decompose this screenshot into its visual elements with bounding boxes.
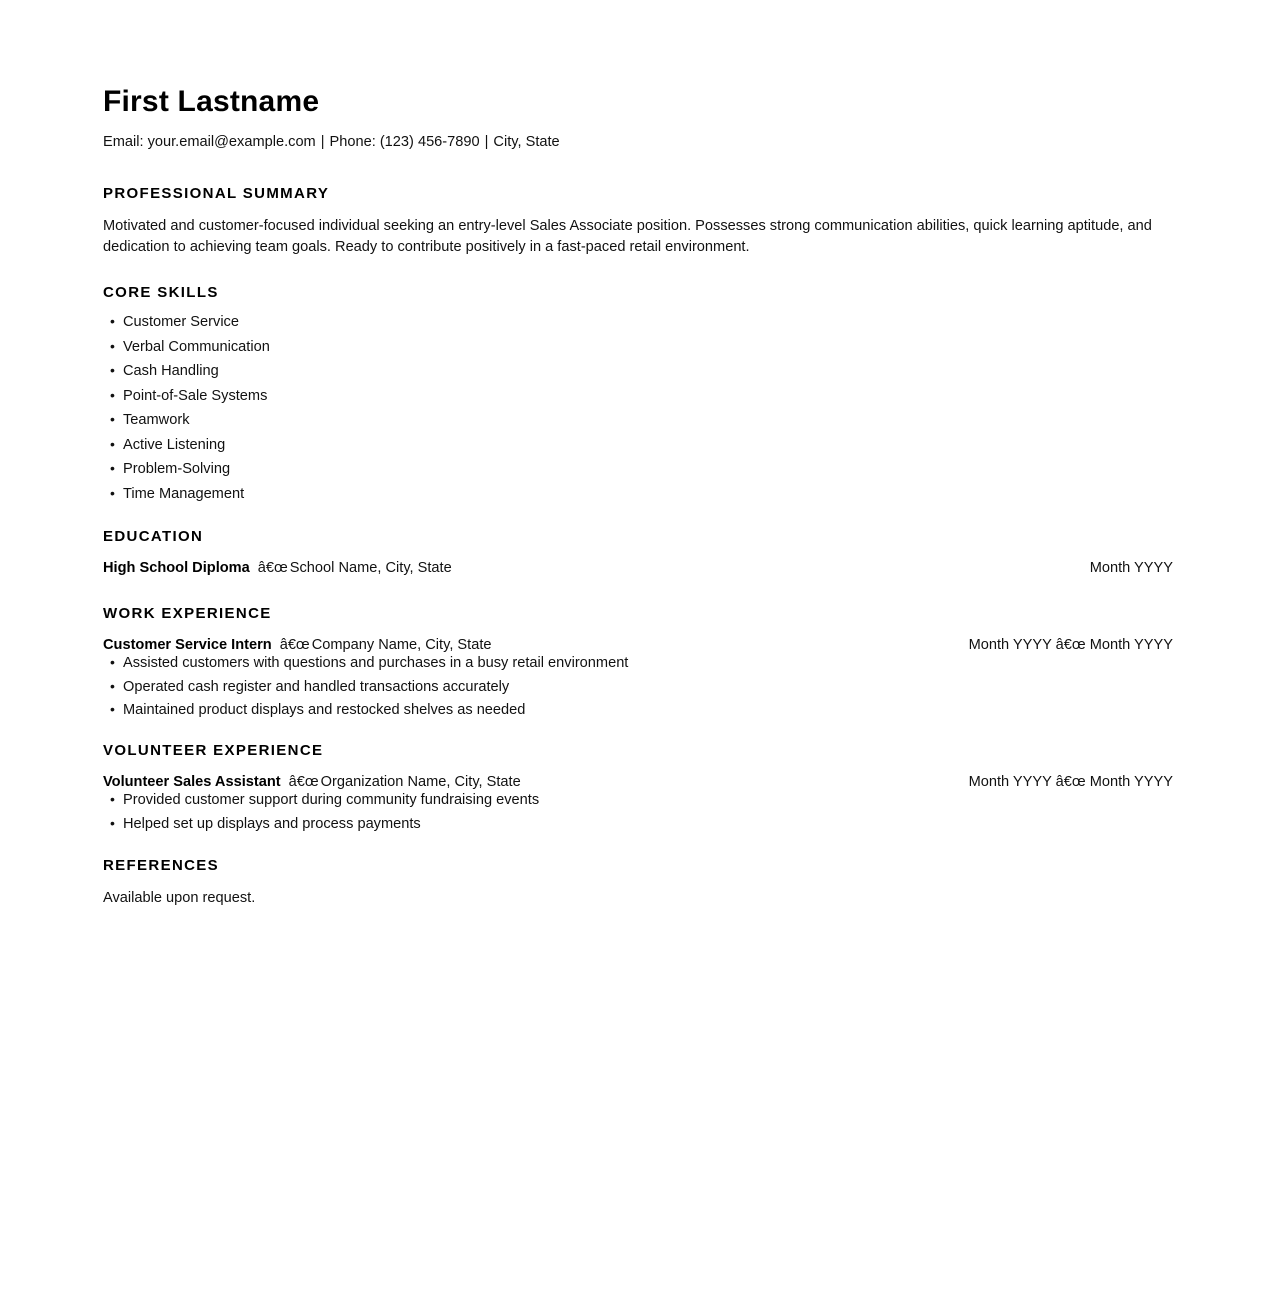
section-references bbox=[103, 857, 1173, 909]
contact-phone: Phone: (123) 456-7890 bbox=[329, 133, 480, 150]
references-text: Available upon request. bbox=[103, 890, 256, 907]
section-heading-volunteer-experience: VOLUNTEER EXPERIENCE bbox=[103, 741, 324, 759]
work-entry bbox=[103, 636, 1173, 718]
section-work-experience bbox=[103, 605, 1173, 718]
contact-separator-1: | bbox=[320, 133, 325, 150]
entry-title-line bbox=[103, 559, 452, 577]
work-date-range: Month YYYY â€œ Month YYYY bbox=[968, 636, 1173, 653]
volunteer-entry bbox=[103, 773, 1173, 831]
core-skills-list bbox=[103, 315, 1173, 502]
volunteer-dash: â€œ bbox=[288, 773, 319, 790]
list-item: • Provided customer support during community fundraising events bbox=[103, 793, 1173, 808]
entry-header bbox=[103, 773, 1173, 791]
education-dash: â€œ bbox=[257, 559, 288, 576]
list-item: • Active Listening bbox=[103, 438, 1173, 453]
education-degree: High School Diploma bbox=[103, 559, 250, 576]
volunteer-organization: Organization Name, City, State bbox=[320, 773, 521, 790]
section-heading-work-experience: WORK EXPERIENCE bbox=[103, 604, 272, 622]
section-heading-education: EDUCATION bbox=[103, 527, 204, 545]
list-item: • Operated cash register and handled transactions accurately bbox=[103, 680, 1173, 695]
contact-email: Email: your.email@example.com bbox=[103, 133, 316, 150]
education-date: Month YYYY bbox=[1089, 559, 1173, 576]
list-item: • Point-of-Sale Systems bbox=[103, 389, 1173, 404]
section-education bbox=[103, 528, 1173, 577]
volunteer-date-range: Month YYYY â€œ Month YYYY bbox=[968, 773, 1173, 790]
list-item: • Cash Handling bbox=[103, 364, 1173, 379]
contact-line bbox=[103, 133, 1173, 152]
volunteer-duties-list bbox=[103, 793, 1173, 831]
work-dash: â€œ bbox=[279, 636, 310, 653]
resume-content bbox=[103, 85, 1173, 909]
work-job-title: Customer Service Intern bbox=[103, 636, 272, 653]
entry-title-line bbox=[103, 636, 492, 654]
work-company: Company Name, City, State bbox=[311, 636, 492, 653]
entry-header bbox=[103, 636, 1173, 654]
volunteer-role-title: Volunteer Sales Assistant bbox=[103, 773, 281, 790]
page-title: First Lastname bbox=[103, 85, 320, 118]
list-item: • Helped set up displays and process payments bbox=[103, 817, 1173, 832]
section-core-skills bbox=[103, 284, 1173, 502]
work-duties-list bbox=[103, 656, 1173, 718]
list-item: • Time Management bbox=[103, 487, 1173, 502]
list-item: • Assisted customers with questions and purchases in a busy retail environment bbox=[103, 656, 1173, 671]
entry-title-line bbox=[103, 773, 521, 791]
entry-header bbox=[103, 559, 1173, 577]
education-entry bbox=[103, 559, 1173, 577]
section-volunteer-experience bbox=[103, 742, 1173, 831]
contact-separator-2: | bbox=[484, 133, 489, 150]
list-item: • Teamwork bbox=[103, 413, 1173, 428]
section-heading-references: REFERENCES bbox=[103, 857, 220, 875]
section-professional-summary bbox=[103, 185, 1173, 257]
section-heading-core-skills: CORE SKILLS bbox=[103, 283, 219, 301]
list-item: • Customer Service bbox=[103, 315, 1173, 330]
professional-summary-text: Motivated and customer-focused individual seeking an entry-level Sales Associate position. Possesses strong communication abilities, quick learning aptitude, and dedication to achieving team goals. Ready to contribute positively in a fast-paced retail environment. bbox=[103, 218, 1152, 256]
section-heading-professional-summary: PROFESSIONAL SUMMARY bbox=[103, 185, 330, 203]
education-school: School Name, City, State bbox=[289, 559, 452, 576]
list-item: • Maintained product displays and restocked shelves as needed bbox=[103, 703, 1173, 718]
contact-location: City, State bbox=[493, 133, 560, 150]
list-item: • Problem-Solving bbox=[103, 462, 1173, 477]
list-item: • Verbal Communication bbox=[103, 340, 1173, 355]
